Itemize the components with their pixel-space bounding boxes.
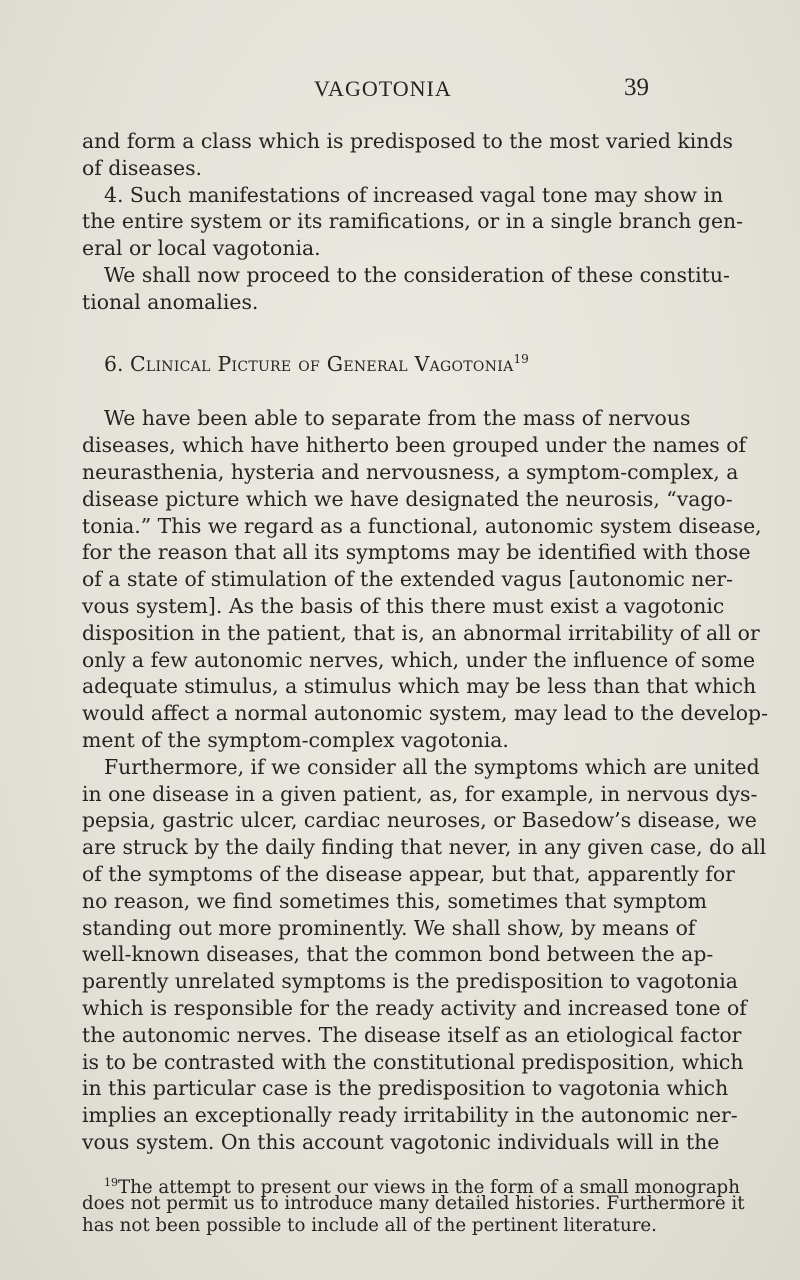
text-line: diseases, which have hitherto been grouped under the names of [82,433,747,458]
text-line: neurasthenia, hysteria and nervousness, a symptom-complex, a [82,459,739,484]
text-line: would affect a normal autonomic system, may lead to the develop- [82,701,768,726]
text-line: pepsia, gastric ulcer, cardiac neuroses, or Basedow’s disease, we [82,808,757,833]
section-title: Clinical Picture of General Vagotonia [129,351,514,376]
footnote [82,1172,745,1237]
text-line: We shall now proceed to the consideration of these constitu- [104,262,730,287]
text-line: for the reason that all its symptoms may be identified with those [82,540,751,565]
paragraph [82,128,733,182]
section-number: 6. [104,351,124,376]
paragraph [82,754,767,1156]
text-line: are struck by the daily finding that never, in any given case, do all [82,835,767,860]
text-line: We have been able to separate from the mass of nervous [104,406,691,431]
text-line: disposition in the patient, that is, an abnormal irritability of all or [82,620,760,645]
running-title: VAGOTONIA [314,76,452,101]
text-line: adequate stimulus, a stimulus which may be less than that which [82,674,757,699]
text-line: the entire system or its ramifications, or in a single branch gen- [82,209,744,234]
text-line: ment of the symptom-complex vagotonia. [82,727,509,752]
text-line: is to be contrasted with the constitutional predisposition, which [82,1049,744,1074]
text-line: tonia.” This we regard as a functional, autonomic system disease, [82,513,762,538]
text-line: well-known diseases, that the common bond between the ap- [82,942,714,967]
text-line: which is responsible for the ready activity and increased tone of [82,995,747,1020]
footnote-line: does not permit us to introduce many detailed histories. Furthermore it [82,1193,745,1215]
text-line: of a state of stimulation of the extended vagus [autonomic ner- [82,567,734,592]
footnote-line: has not been possible to include all of the pertinent literature. [82,1214,657,1236]
text-line: and form a class which is predisposed to the most varied kinds [82,129,733,153]
text-line: vous system]. As the basis of this there must exist a vagotonic [82,593,725,618]
text-line: in this particular case is the predisposition to vagotonia which [82,1076,729,1101]
text-line: eral or local vagotonia. [82,236,321,261]
paragraph [82,182,744,262]
footnote-line [82,1172,740,1198]
footnote-text: The attempt to present our views in the form of a small monograph [118,1176,740,1198]
text-line: the autonomic nerves. The disease itself as an etiological factor [82,1022,742,1047]
text-line: vous system. On this account vagotonic individuals will in the [82,1129,720,1154]
footnote-reference: 19 [513,351,529,366]
text-line: in one disease in a given patient, as, for example, in nervous dys- [82,781,758,806]
text-line: tional anomalies. [82,289,259,314]
text-line: only a few autonomic nerves, which, under the influence of some [82,647,756,672]
text-line: disease picture which we have designated the neurosis, “vago- [82,486,733,511]
text-line: standing out more prominently. We shall show, by means of [82,915,696,940]
text-line: no reason, we find sometimes this, sometimes that symptom [82,888,707,913]
footnote-marker: 19 [104,1175,118,1189]
body-text [82,128,768,1236]
text-line: of the symptoms of the disease appear, but that, apparently for [82,861,735,886]
running-head [0,74,800,106]
text-line: parently unrelated symptoms is the predisposition to vagotonia [82,969,738,994]
page-number: 39 [624,74,649,101]
text-line: Furthermore, if we consider all the symptoms which are united [104,754,760,779]
paragraph [82,262,730,316]
text-line: of diseases. [82,155,203,180]
text-line: implies an exceptionally ready irritability in the autonomic ner- [82,1103,738,1128]
paragraph [82,405,768,753]
text-line: 4. Such manifestations of increased vagal tone may show in [104,182,724,207]
section-heading [82,346,682,378]
